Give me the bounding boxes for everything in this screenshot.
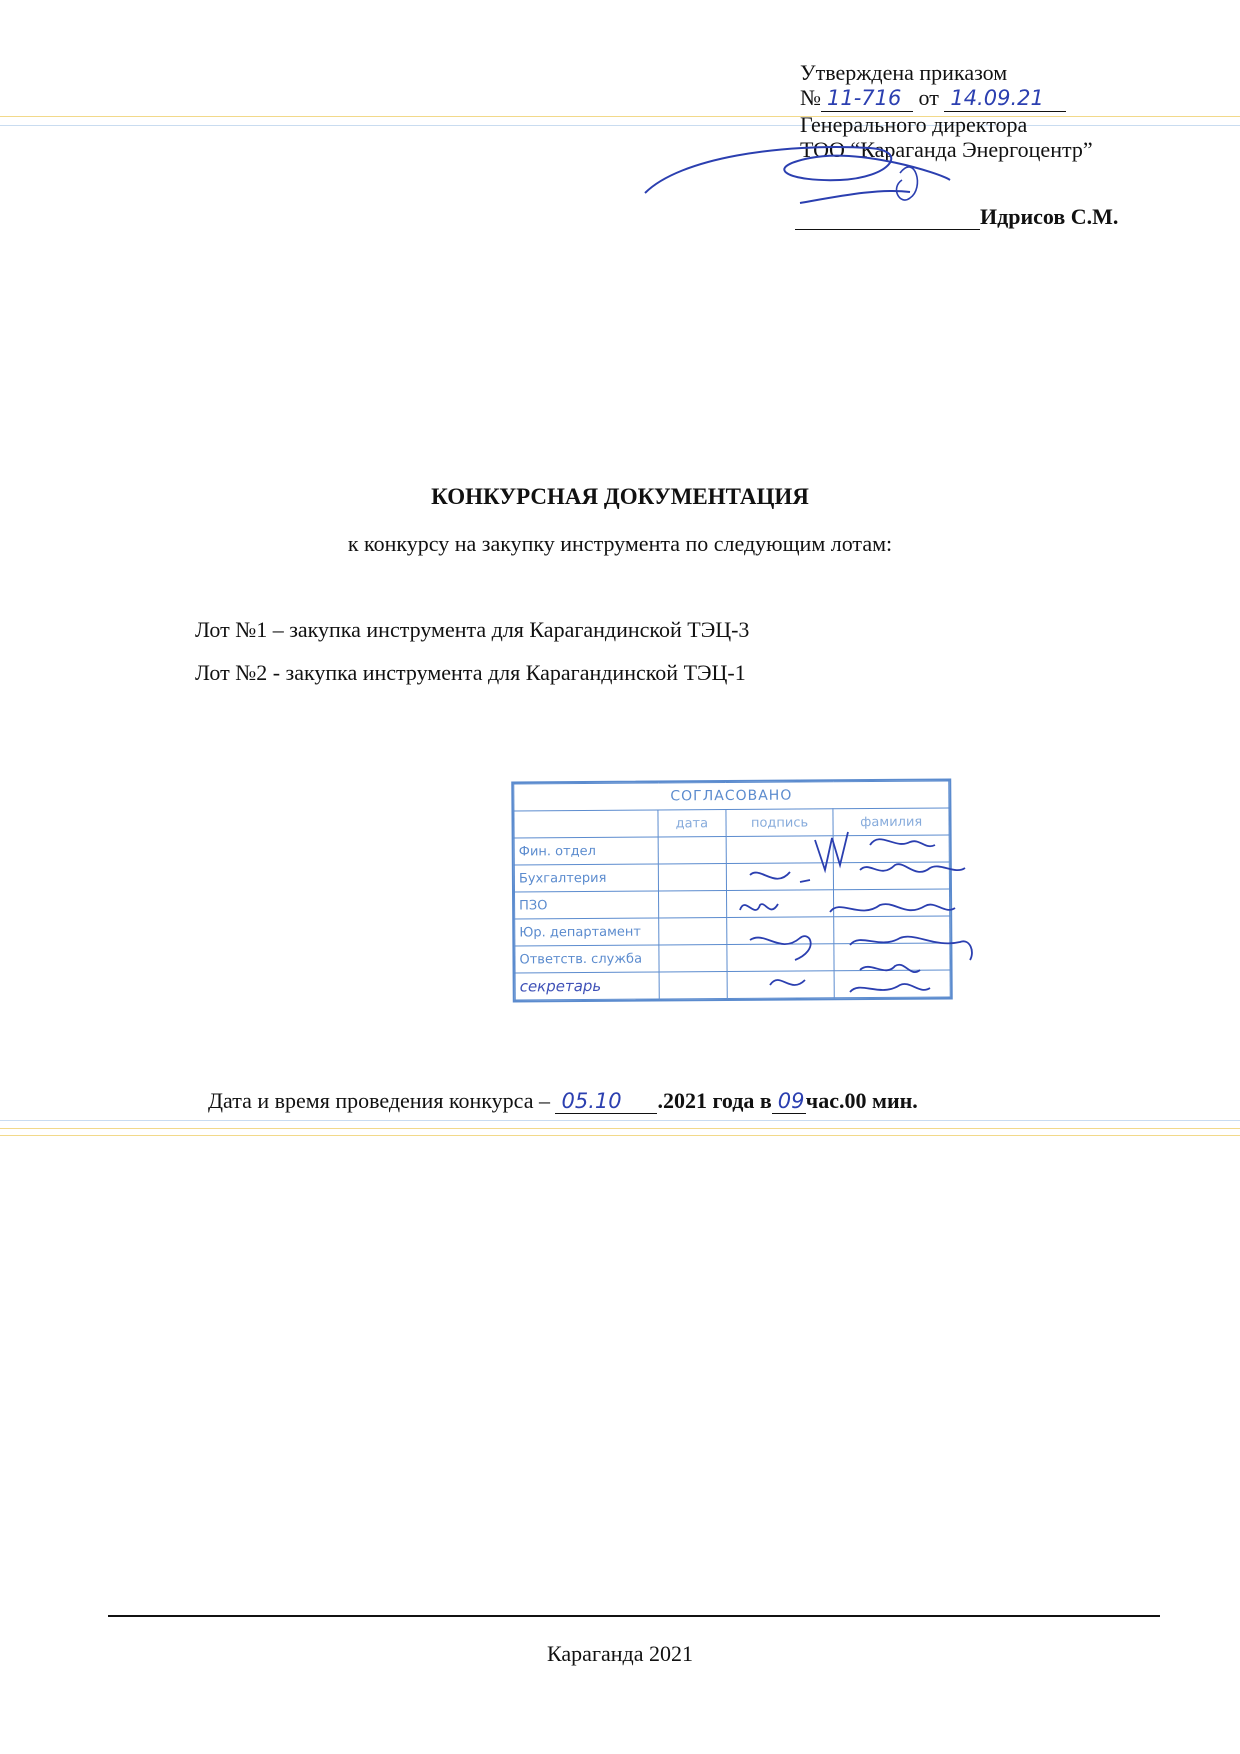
- event-day-month: 05.10: [555, 1089, 657, 1114]
- stamp-column-surname: фамилия: [833, 808, 949, 836]
- scan-artifact-line: [0, 1120, 1240, 1121]
- director-signature-line: [795, 204, 1118, 230]
- event-datetime-label: Дата и время проведения конкурса –: [208, 1088, 556, 1113]
- approval-line-1: Утверждена приказом: [800, 60, 1008, 85]
- scan-artifact-line: [0, 1135, 1240, 1136]
- approval-order-line: [800, 85, 1180, 112]
- event-datetime: [208, 1088, 918, 1114]
- stamp-header: СОГЛАСОВАНО: [514, 781, 949, 811]
- approval-line-3: Генерального директора: [800, 112, 1028, 137]
- director-signature-image: [640, 118, 960, 208]
- stamp-column-date: дата: [658, 810, 726, 837]
- stamp-row-label: Ответств. служба: [515, 945, 659, 973]
- director-name: Идрисов С.М.: [980, 204, 1119, 229]
- order-date: 14.09.21: [944, 86, 1066, 112]
- order-number-prefix: №: [800, 85, 821, 110]
- stamp-corner: [514, 810, 658, 838]
- footer-divider: [108, 1615, 1160, 1617]
- stamp-column-signature: подпись: [726, 809, 834, 837]
- lot-item: Лот №1 – закупка инструмента для Карагандинской ТЭЦ-3: [195, 617, 750, 642]
- document-title: КОНКУРСНАЯ ДОКУМЕНТАЦИЯ: [431, 484, 809, 509]
- stamp-row-label: ПЗО: [515, 891, 659, 919]
- signature-blank: [795, 209, 980, 230]
- document-subtitle: к конкурсу на закупку инструмента по следующим лотам:: [347, 531, 893, 556]
- stamp-row-label: Фин. отдел: [514, 837, 658, 865]
- event-time-suffix: час.00 мин.: [805, 1088, 918, 1113]
- order-from-label: от: [918, 85, 939, 110]
- footer-city-year: Караганда 2021: [547, 1641, 693, 1666]
- stamp-row-label: Бухгалтерия: [514, 864, 658, 892]
- stamp-handwritten-note: секретарь: [515, 972, 659, 1000]
- scan-artifact-line: [0, 1128, 1240, 1129]
- event-year: .2021 года в: [657, 1088, 772, 1113]
- stamp-row-label: Юр. департамент: [515, 918, 659, 946]
- order-number: 11-716: [821, 86, 913, 112]
- approval-line-4: ТОО “Караганда Энергоцентр”: [800, 137, 1093, 162]
- approval-signatures-image: [720, 820, 980, 1000]
- lot-item: Лот №2 - закупка инструмента для Карагандинской ТЭЦ-1: [195, 660, 746, 685]
- event-hour: 09: [772, 1089, 806, 1114]
